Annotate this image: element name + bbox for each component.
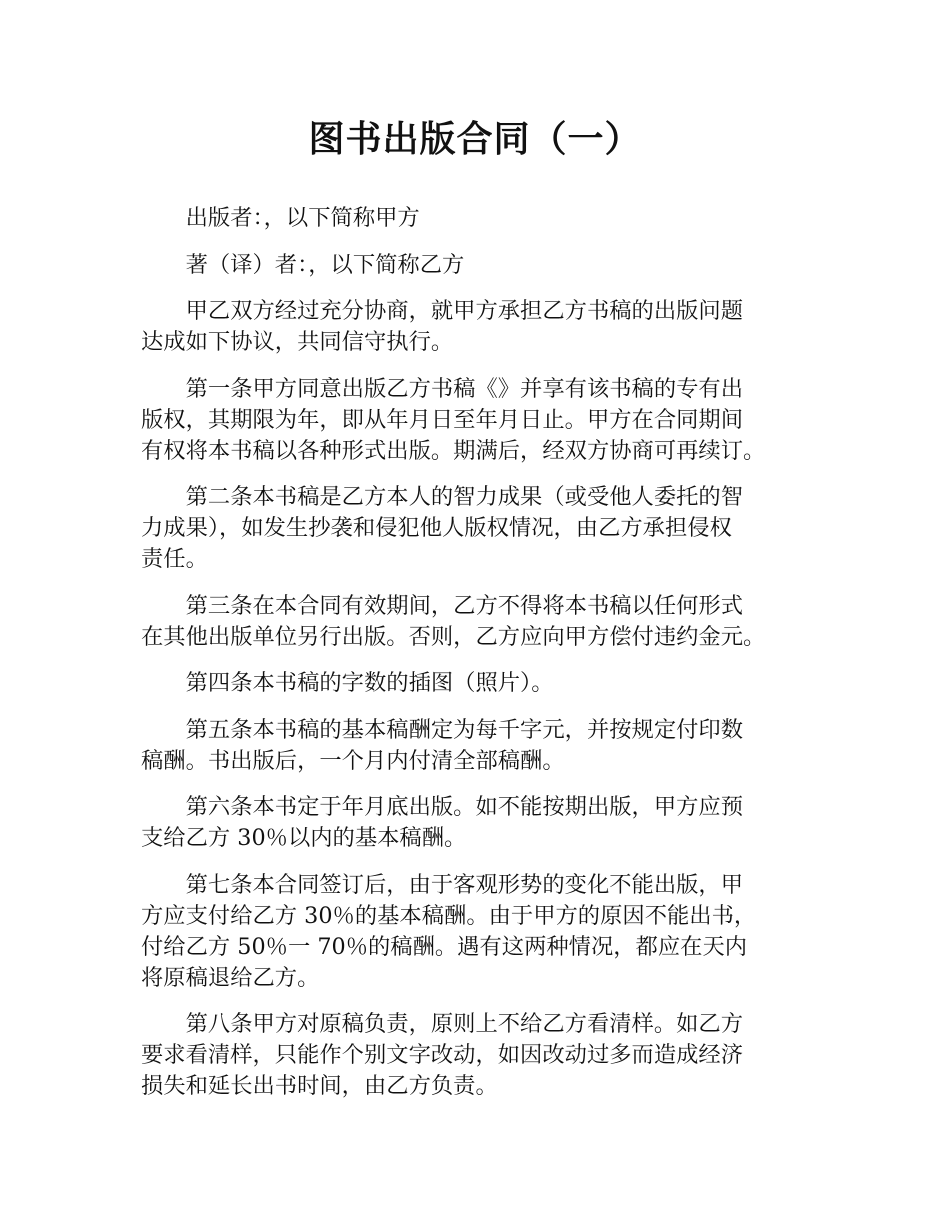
paragraph-line: 方应支付给乙方 30％的基本稿酬。由于甲方的原因不能出书，	[141, 902, 757, 929]
paragraph	[141, 792, 831, 854]
paragraph-line: 将原稿退给乙方。	[141, 964, 320, 991]
paragraph-line: 在其他出版单位另行出版。否则，乙方应向甲方偿付违约金元。	[141, 623, 766, 650]
paragraph-line: 损失和延长出书时间，由乙方负责。	[141, 1073, 498, 1099]
paragraph-line: 第七条本合同签订后，由于客观形势的变化不能出版，甲	[185, 871, 744, 898]
paragraph-line: 责任。	[141, 546, 208, 572]
paragraph-line: 第三条在本合同有效期间，乙方不得将本书稿以任何形式	[185, 592, 744, 619]
paragraph-line: 第六条本书定于年月底出版。如不能按期出版，甲方应预	[185, 794, 744, 820]
paragraph-line: 有权将本书稿以各种形式出版。期满后，经双方协商可再续订。	[141, 437, 766, 464]
paragraph	[141, 870, 831, 994]
paragraph	[141, 374, 831, 467]
paragraph-line: 第四条本书稿的字数的插图（照片）。	[185, 670, 554, 696]
paragraph-line: 达成如下协议，共同信守执行。	[141, 329, 454, 355]
paragraph	[141, 668, 831, 699]
paragraph-line: 稿酬。书出版后，一个月内付清全部稿酬。	[141, 747, 565, 774]
paragraph-line: 出版者：，以下简称甲方	[185, 205, 420, 231]
paragraph	[141, 591, 831, 653]
paragraph-line: 要求看清样，只能作个别文字改动，如因改动过多而造成经济	[141, 1042, 744, 1068]
paragraph	[141, 296, 831, 358]
paragraph-line: 甲乙双方经过充分协商，就甲方承担乙方书稿的出版问题	[185, 298, 744, 324]
paragraph-line: 力成果），如发生抄袭和侵犯他人版权情况，由乙方承担侵权	[141, 515, 732, 541]
paragraph	[141, 250, 831, 281]
paragraph-line: 著（译）者：，以下简称乙方	[185, 251, 465, 278]
paragraph-line: 第八条甲方对原稿负责，原则上不给乙方看清样。如乙方	[185, 1011, 744, 1037]
document-body	[141, 203, 831, 1118]
paragraph-line: 付给乙方 50％一 70％的稿酬。遇有这两种情况，都应在天内	[141, 933, 748, 960]
paragraph-line: 版权，其期限为年，即从年月日至年月日止。甲方在合同期间	[141, 406, 744, 433]
paragraph-line: 第一条甲方同意出版乙方书稿《》并享有该书稿的专有出	[185, 375, 744, 402]
document-title: 图书出版合同（一）	[308, 119, 642, 160]
paragraph	[141, 482, 831, 575]
paragraph-line: 支给乙方 30％以内的基本稿酬。	[141, 825, 467, 851]
paragraph-line: 第五条本书稿的基本稿酬定为每千字元，并按规定付印数	[185, 716, 744, 743]
paragraph-line: 第二条本书稿是乙方本人的智力成果（或受他人委托的智	[185, 484, 744, 510]
paragraph	[141, 203, 831, 234]
paragraph	[141, 715, 831, 777]
paragraph	[141, 1009, 831, 1102]
